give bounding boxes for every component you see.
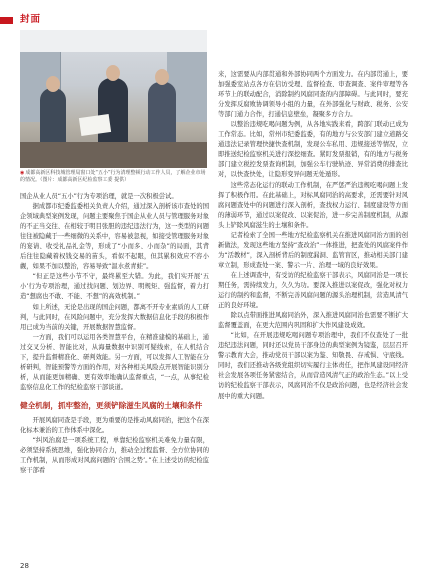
- section-subheading: 健全机制，抓牢整治，更须铲除滋生风腐的土壤和条件: [20, 400, 203, 410]
- paragraph: 据成都市纪委监委相关负责人介绍，通过深入剖析该市查处的国企领域典型案例发现，问题主要聚焦于国企从业人员与管理服务对象的不正当交往、在相较于明目张胆的违纪违法行为，这一类型的问题往往被隐藏于一些细微的关系中，容易被忽视，如接受管理服务对象的宴请、收受礼品礼金等，形成了“小而多、小而杂”的局面，其背后往往隐藏着权钱交易的苗头，看似不起眼，但其累积效应不容小觑，如果不加以整治，容易导致“温水煮青蛙”。: [20, 203, 209, 271]
- photo-person-head: [155, 69, 169, 85]
- photo-caption-text: 成都高新区科技城管理局窗口处“五小”行为清理整顿行动工作人员，了解企业市场的情况。（图片：成都高新区纪检监察工委 提供）: [20, 170, 206, 183]
- paragraph: 开展风腐同查是手段，更为重要的是推动风腐同治，把这个在深化标本兼治的工作体系中深化。: [20, 416, 209, 434]
- paragraph: 如上所述，无论是出现的国企问题，都离不开专业素质的人工研判，与此同时，在风险问题中，充分发挥大数据信息化手段的积极作用已成为当前的关键，开展数据智慧监督。: [20, 303, 209, 331]
- section-title: 封面: [20, 14, 42, 25]
- photo-person-head: [106, 65, 120, 81]
- article-column-left: [20, 192, 209, 476]
- paragraph: “纠风治腐是一项系统工程，单靠纪检监察机关难免力量有限，必须坚持系统思维，强化协同合力，推动全过程监督、全方位协同的工作机制，从而形成对风腐问题的‘合围之势’。”在上述受访的纪检监察干部看: [20, 437, 209, 475]
- paragraph: 以整治违规吃喝问题为例，从各地实践来看，跨部门联动已成为工作常态。比如，常州市纪委监委，有的地方与公安部门建立道路交通违法记录管理快捷快查机制，发现公车私用、违规接送等情况，立即推送纪检监察机关进行深挖细查。紧盯发票报销，有的地方与税务部门建立税控发票查询机制，加强公车行驶轨迹、异常消费的排查比对，以快查快处，让隐形变异问题无处遁形。: [218, 121, 408, 179]
- paragraph: 除以点带面推进风腐同治外，深入推进风腐同治也需要不断扩大监督覆盖面，在更大范围内巩固和扩大作风建设成效。: [218, 312, 408, 330]
- cover-photo: [20, 30, 207, 168]
- paragraph: 来，这需要从内部贯通和外部协同两个方面发力。在内部贯通上，要加强委室站点各方在信访受理、监督检查、审查调查、案件审理等各环节上的联动配合，消除制约风腐同查的内部障碍。与此同时，要充分发挥反腐败协调领导小组的力量，在外部强化与财政、税务、公安等部门通力合作，打通信息壁垒，凝聚多方合力。: [218, 71, 408, 119]
- photo-person-head: [46, 76, 60, 92]
- paragraph: “但正是这些小节不守，最终累至大错。为此，我们实开展‘五小’行为专项治理，通过找问题、划边界、明规矩、强监督，着力打造“想腐也不敢、不能、不想”的高效机制。”: [20, 273, 209, 301]
- paragraph: 国企从业人员“五小”行为专项治理，就是一次积极尝试。: [20, 193, 178, 200]
- paragraph: “比如，在开展违规吃喝问题专项治理中，我们不仅查处了一批违纪违法问题，同时还以党员干部身边的典型案例为镜鉴，层层召开警示教育大会，推动党员干部以案为鉴、知敬畏、存戒惧、守底线。同时，我们还推动各级党组织切实履行主体责任，把作风建设同经济社会发展各项任务紧密结合，从而营造风清气正的政治生态。”以上受访的纪检监察干部表示，风腐同治不仅是政治问题，也是经济社会发展中的重大问题。: [218, 332, 408, 400]
- photo-ceiling: [20, 30, 207, 52]
- paragraph: 这些常态化运行的联动工作机制，在严惩严治违规吃喝问题上发挥了积极作用。在此基础上，对标风腐同治的高要求，还需要针对风腐问题查处中的问题进行深入剖析，查找权力运行、制度建设等方面的薄弱环节，通过以案促改、以案促治，进一步完善制度机制，从源头上铲除风腐滋生的土壤和条件。: [218, 181, 408, 229]
- section-marker: [0, 17, 13, 24]
- photo-table: [20, 142, 207, 168]
- paragraph: 在上述调查中，有受访的纪检监察干部表示，风腐同治是一项长期任务，需持续发力，久久为功。要深入推进以案促改，强化对权力运行的制约和监督，不断完善风腐问题的源头治理机制，营造风清气正的良好环境。: [218, 271, 408, 310]
- camera-icon: ◉: [20, 170, 25, 176]
- paragraph: 一方面，我们可以运用各类智慧平台，在精准建模的基础上，通过交叉分析、智能比对，从海量数据中识别可疑线索，在人机结合下，提升监督精准化、研判效能。另一方面，可以发挥人工智能在分析研判，智能预警等方面的作用，对各种相关风险点开展智能识别分析，从而能更加精确、更有效率地确认监督重点，“一点，从事纪检监察信息化工作的纪检监察干部谈道。: [20, 333, 209, 391]
- article-column-right: [218, 70, 408, 402]
- page-number: 28: [20, 562, 29, 570]
- paragraph: 记者检索了全国一些地方纪检监察机关在推进风腐同治方面的创新做法，发现这些地方坚持“查改治”一体推进，把查处的风腐案件作为“活教材”，深入剖析背后的制度漏洞、监管盲区，推动相关部门建章立制，形成查处一案、警示一片、治理一域的良好效果。: [218, 231, 408, 269]
- photo-caption: [20, 170, 210, 184]
